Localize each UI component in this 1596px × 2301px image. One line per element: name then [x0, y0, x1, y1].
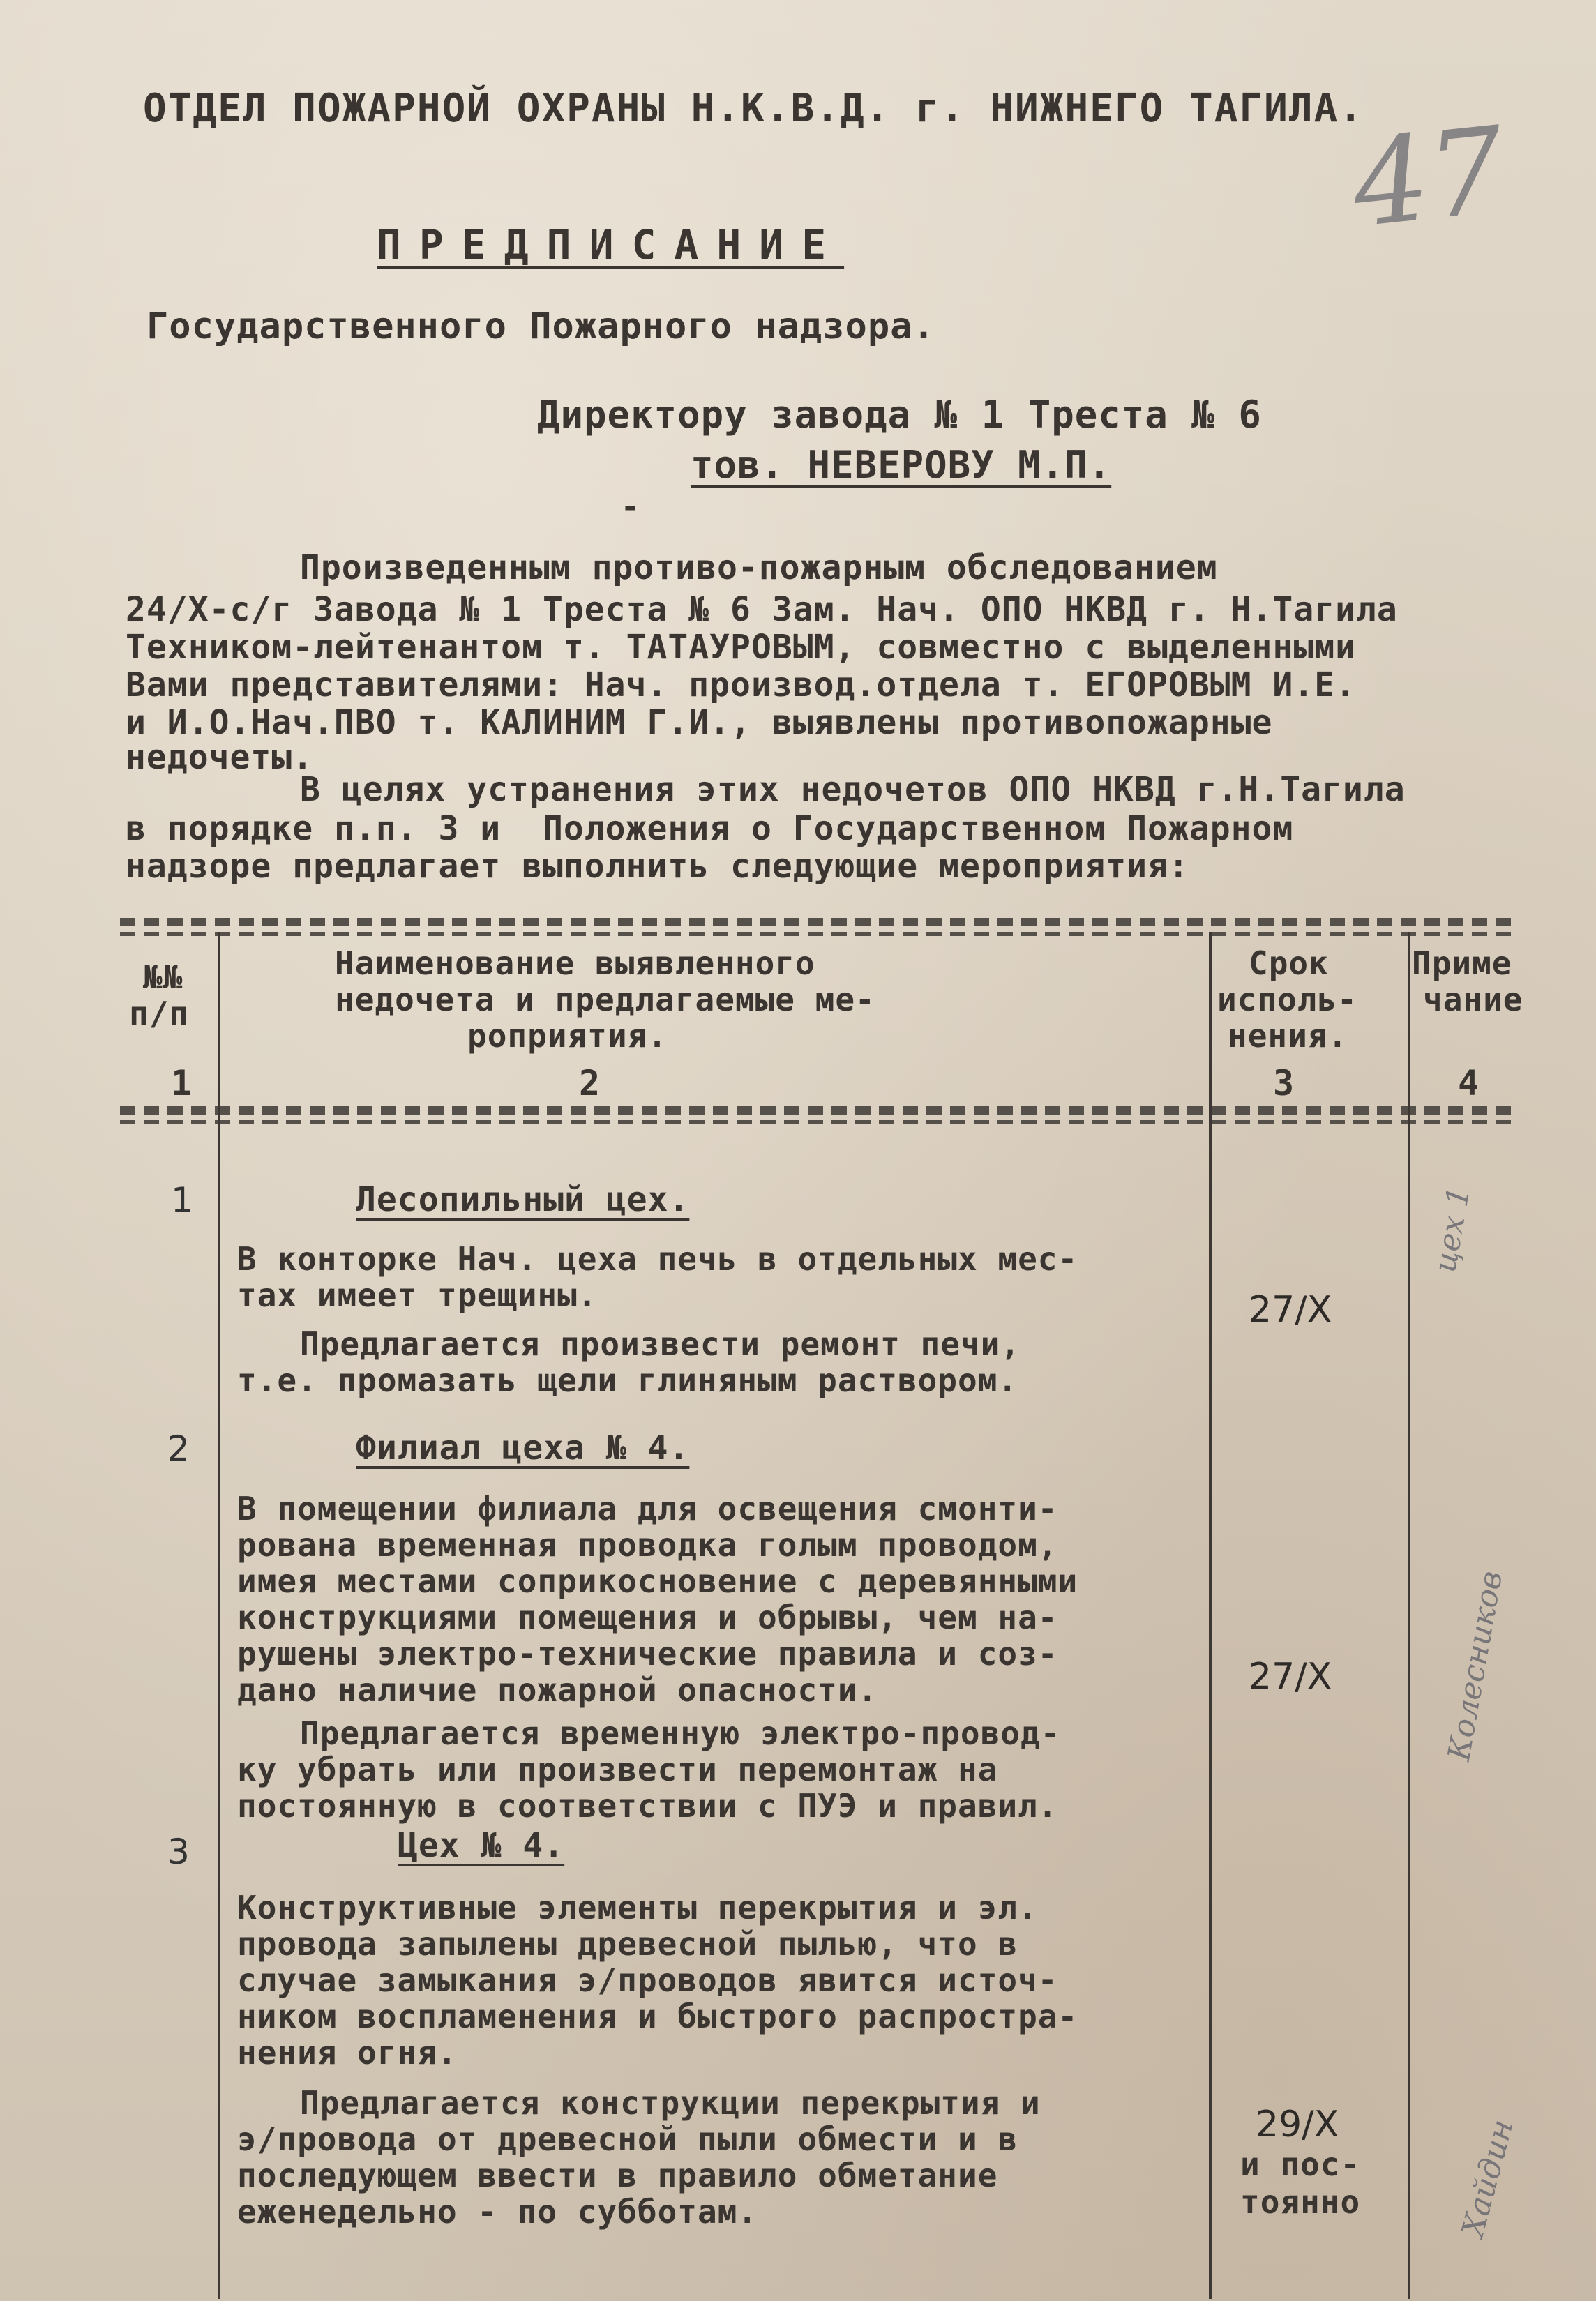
document-title: ПРЕДПИСАНИЕ — [377, 221, 845, 269]
table-row-measure-line: э/провода от древесной пыли обмести и в — [237, 2120, 1018, 2158]
table-header-divider — [120, 1106, 1515, 1115]
table-header-note: Приме — [1412, 944, 1512, 982]
table-row-section-title: Филиал цеха № 4. — [356, 1428, 690, 1468]
table-top-border — [120, 932, 1515, 936]
table-header-term: Срок — [1249, 944, 1329, 982]
document-subtitle: Государственного Пожарного надзора. — [146, 305, 935, 347]
table-row-term: тоянно — [1240, 2183, 1361, 2221]
table-column-divider — [1209, 932, 1212, 2299]
table-row-measure-line: последующем ввести в правило обметание — [237, 2157, 998, 2194]
table-header-term: нения. — [1228, 1017, 1348, 1055]
table-row-defect-line: рушены электро-технические правила и соз- — [237, 1635, 1058, 1673]
table-row-term: 27/Х — [1249, 1289, 1332, 1331]
table-row-measure-line: Предлагается конструкции перекрытия и — [300, 2084, 1041, 2122]
addressee-line-2: тов. НЕВЕРОВУ М.П. — [691, 443, 1112, 487]
table-row-defect-line: конструкциями помещения и обрывы, чем на- — [237, 1599, 1058, 1636]
table-row-term: 27/Х — [1249, 1656, 1332, 1698]
table-row-defect-line: имея местами соприкосновение с деревянными — [237, 1562, 1078, 1600]
table-row-defect-line: случае замыкания э/проводов явится источ- — [237, 1961, 1058, 1999]
table-row-section-title: Цех № 4. — [398, 1826, 565, 1865]
table-header-num: №№ — [143, 958, 183, 996]
table-row-measure-line: еженедельно - по субботам. — [237, 2193, 758, 2231]
handwritten-note: Колесников — [1441, 1568, 1510, 1764]
table-column-divider — [218, 932, 220, 2299]
table-column-number: 1 — [171, 1063, 193, 1103]
body-paragraph-1-line: Произведенным противо-пожарным обследованием — [300, 548, 1218, 587]
table-header-name: Наименование выявленного — [335, 944, 815, 982]
table-header-num: п/п — [129, 995, 190, 1032]
table-row-measure-line: ку убрать или произвести перемонтаж на — [237, 1751, 998, 1788]
table-row-defect-line: рована временная проводка голым проводом, — [237, 1526, 1058, 1564]
table-row-measure-line: Предлагается временную электро-провод- — [300, 1714, 1061, 1752]
body-paragraph-2-line: в порядке п.п. 3 и Положения о Государственном Пожарном — [126, 809, 1294, 848]
table-header-term: исполь- — [1217, 981, 1357, 1018]
table-row-measure-line: т.е. промазать щели глиняным раствором. — [237, 1361, 1018, 1399]
table-row-defect-line: ником воспламенения и быстрого распростра- — [237, 1998, 1078, 2035]
body-paragraph-2-line: надзоре предлагает выполнить следующие мероприятия: — [126, 847, 1189, 886]
table-column-number: 2 — [579, 1063, 601, 1103]
table-header-divider — [120, 1120, 1515, 1124]
table-column-number: 3 — [1273, 1063, 1295, 1103]
table-row-measure-line: постоянную в соответствии с ПУЭ и правил. — [237, 1787, 1058, 1825]
department-header: ОТДЕЛ ПОЖАРНОЙ ОХРАНЫ Н.К.В.Д. г. НИЖНЕГО ТАГИЛА. — [143, 86, 1364, 131]
table-row-number: 3 — [167, 1832, 190, 1872]
body-paragraph-1-line: недочеты. — [126, 738, 314, 777]
body-paragraph-2-line: В целях устранения этих недочетов ОПО НКВД г.Н.Тагила — [300, 770, 1406, 809]
handwritten-note: Хайдин — [1455, 2115, 1521, 2241]
separator-dash: - — [621, 489, 640, 525]
addressee-line-1: Директору завода № 1 Треста № 6 — [537, 393, 1262, 437]
archive-page-number: 47 — [1346, 101, 1512, 255]
table-row-measure-line: Предлагается произвести ремонт печи, — [300, 1325, 1021, 1363]
body-paragraph-1-line: Вами представителями: Нач. производ.отдела т. ЕГОРОВЫМ И.Е. — [126, 665, 1357, 704]
handwritten-note: цех 1 — [1427, 1184, 1477, 1276]
table-header-name: недочета и предлагаемые ме- — [335, 981, 875, 1018]
table-row-defect-line: дано наличие пожарной опасности. — [237, 1671, 878, 1709]
table-column-divider — [1408, 932, 1410, 2299]
table-row-defect-line: Конструктивные элементы перекрытия и эл. — [237, 1889, 1038, 1926]
table-row-term: 29/Х — [1256, 2104, 1339, 2145]
table-row-defect-line: тах имеет трещины. — [237, 1276, 598, 1314]
table-row-section-title: Лесопильный цех. — [356, 1180, 690, 1219]
table-row-defect-line: провода запылены древесной пылью, что в — [237, 1925, 1018, 1963]
table-top-border — [120, 918, 1515, 926]
table-row-term: и пос- — [1240, 2145, 1361, 2183]
body-paragraph-1-line: Техником-лейтенантом т. ТАТАУРОВЫМ, совместно с выделенными — [126, 628, 1357, 667]
table-header-name: роприятия. — [467, 1017, 668, 1055]
body-paragraph-1-line: и И.О.Нач.ПВО т. КАЛИНИМ Г.И., выявлены противопожарные — [126, 703, 1273, 742]
table-header-note: чание — [1423, 981, 1523, 1018]
table-row-defect-line: В конторке Нач. цеха печь в отдельных мес- — [237, 1240, 1078, 1278]
table-row-defect-line: В помещении филиала для освещения смонти- — [237, 1490, 1058, 1527]
table-row-defect-line: нения огня. — [237, 2034, 458, 2072]
body-paragraph-1-line: 24/Х-с/г Завода № 1 Треста № 6 Зам. Нач. ОПО НКВД г. Н.Тагила — [126, 590, 1398, 629]
table-row-number: 1 — [171, 1180, 193, 1221]
table-column-number: 4 — [1458, 1063, 1480, 1103]
table-row-number: 2 — [167, 1428, 190, 1469]
